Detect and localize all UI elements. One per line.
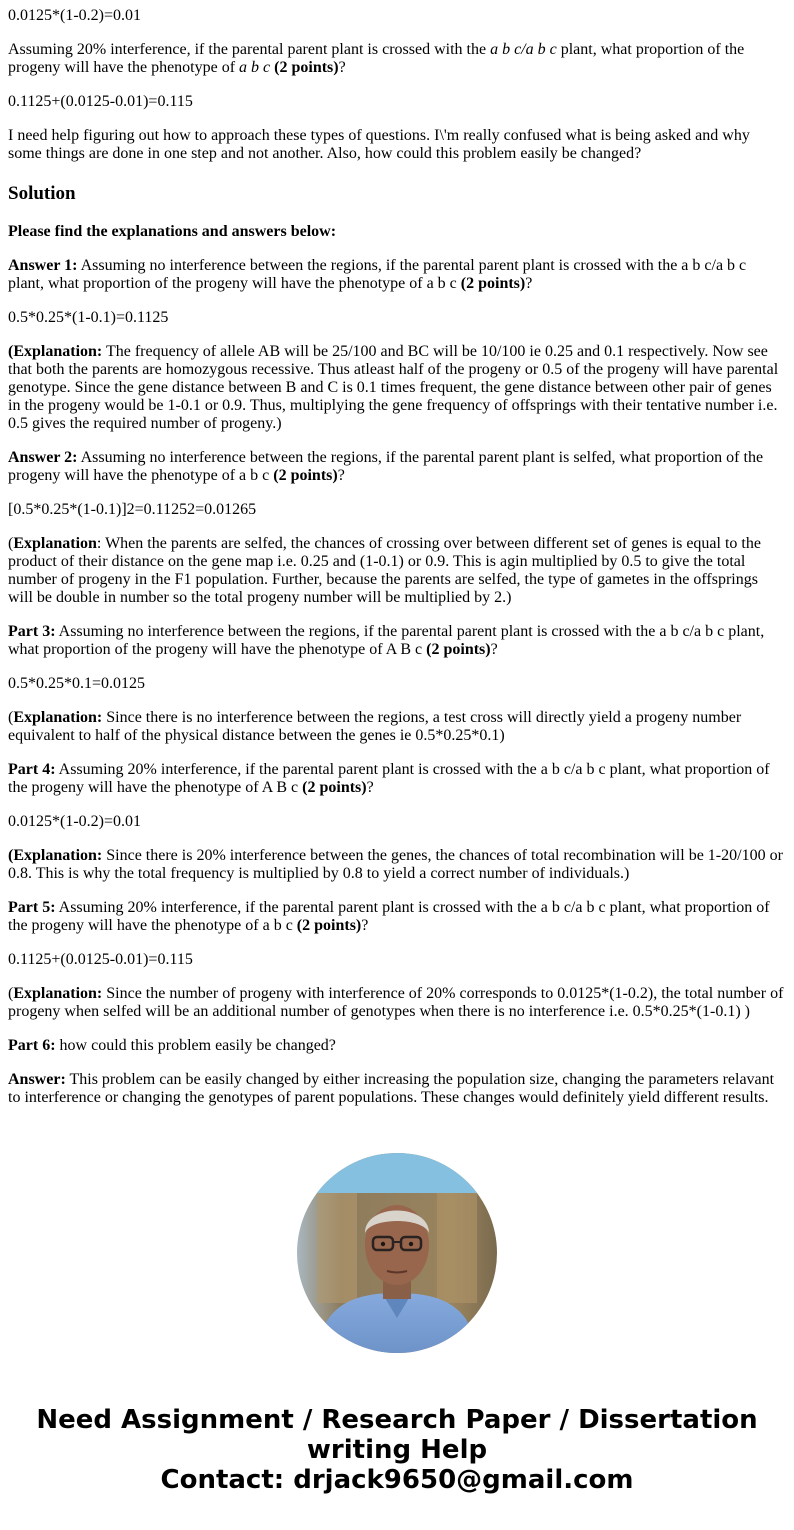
points-label: (2 points) bbox=[302, 779, 367, 796]
part-text: Assuming no interference between the regions, if the parental parent plant is crossed with the a b c/a b c plant, what proportion of the progeny will have the phenotype of A B c bbox=[8, 623, 765, 658]
question-mark: ? bbox=[490, 641, 498, 658]
question-mark: ? bbox=[525, 275, 533, 292]
answer1-explanation bbox=[8, 343, 786, 433]
part-label: Part 6: bbox=[8, 1037, 56, 1054]
answer-text: This problem can be easily changed by either increasing the population size, changing the parameters relavant to interference or changing the genotypes of parent populations. These changes would definitely yield different results. bbox=[8, 1071, 775, 1106]
answer-text: Assuming no interference between the regions, if the parental parent plant is selfed, what proportion of the progeny will have the phenotype of a b c bbox=[8, 449, 764, 484]
footer-line-3: Contact: drjack9650@gmail.com bbox=[160, 1465, 634, 1495]
part5-question bbox=[8, 899, 786, 935]
part-text: Assuming 20% interference, if the parental parent plant is crossed with the a b c/a b c plant, what proportion of the progeny will have the phenotype of a b c bbox=[8, 899, 770, 934]
explanation-label: Explanation: bbox=[13, 985, 103, 1002]
points-label: (2 points) bbox=[426, 641, 491, 658]
phenotype-text: a b c bbox=[239, 59, 271, 76]
part5-explanation bbox=[8, 985, 786, 1021]
solution-heading: Solution bbox=[8, 183, 76, 204]
part5-calc: 0.1125+(0.0125-0.01)=0.115 bbox=[8, 951, 193, 968]
explanation-label: (Explanation: bbox=[8, 847, 103, 864]
part3-calc: 0.5*0.25*0.1=0.0125 bbox=[8, 675, 146, 692]
explanation-label: Explanation bbox=[13, 535, 97, 552]
answer1-calc: 0.5*0.25*(1-0.1)=0.1125 bbox=[8, 309, 169, 326]
part-text: how could this problem easily be changed? bbox=[55, 1037, 336, 1054]
help-request-text: I need help figuring out how to approach these types of questions. I\'m really confused what is being asked and why some things are done in one step and not another. Also, how could this problem easily be changed? bbox=[8, 127, 750, 162]
calc-part4-question: 0.0125*(1-0.2)=0.01 bbox=[8, 7, 142, 24]
question-mark: ? bbox=[338, 59, 346, 76]
explanation-label: Explanation: bbox=[13, 709, 103, 726]
question-mark: ? bbox=[337, 467, 345, 484]
explanation-text: The frequency of allele AB will be 25/100 and BC will be 10/100 ie 0.25 and 0.1 respectively. Now see that both the parents are homozygous recessive. Thus atleast half of the progeny or 0.5 of the progeny will have parental genotype. Since the gene distance between B and C is 0.1 times frequent, the gene distance between other pair of genes in the progeny would be 1-0.1 or 0.9. Thus, multiplying the gene frequency of offsprings with their tentative number i.e. 0.5 gives the required number of progeny.) bbox=[8, 343, 779, 432]
answer-text: Assuming no interference between the regions, if the parental parent plant is crossed with the a b c/a b c plant, what proportion of the progeny will have the phenotype of a b c bbox=[8, 257, 747, 292]
answer2-question bbox=[8, 449, 786, 485]
question-text: Assuming 20% interference, if the parental parent plant is crossed with the bbox=[8, 41, 491, 58]
part-label: Part 4: bbox=[8, 761, 56, 778]
genotype-text: a b c/a b c bbox=[490, 41, 557, 58]
calc-part5-question: 0.1125+(0.0125-0.01)=0.115 bbox=[8, 93, 193, 110]
part4-question bbox=[8, 761, 786, 797]
answer2-calc: [0.5*0.25*(1-0.1)]2=0.11252=0.01265 bbox=[8, 501, 257, 518]
part-label: Part 5: bbox=[8, 899, 56, 916]
paren-open: ( bbox=[8, 709, 14, 726]
question-part5 bbox=[8, 41, 786, 77]
part-text: Assuming 20% interference, if the parental parent plant is crossed with the a b c/a b c plant, what proportion of the progeny will have the phenotype of A B c bbox=[8, 761, 770, 796]
part3-question bbox=[8, 623, 786, 659]
points-label: (2 points) bbox=[296, 917, 362, 934]
avatar bbox=[297, 1153, 497, 1353]
part4-calc: 0.0125*(1-0.2)=0.01 bbox=[8, 813, 142, 830]
explanation-text: Since there is no interference between the regions, a test cross will directly yield a progeny number equivalent to half of the physical distance between the genes ie 0.5*0.25*0.1) bbox=[8, 709, 742, 744]
answer1-question bbox=[8, 257, 786, 293]
explanation-text: Since there is 20% interference between the genes, the chances of total recombination will be 1-20/100 or 0.8. This is why the total frequency is multiplied by 0.8 to yield a correct number of individuals.) bbox=[8, 847, 783, 882]
footer-contact bbox=[0, 1405, 794, 1495]
answer-label: Answer 1: bbox=[8, 257, 78, 274]
document-body bbox=[0, 7, 794, 1107]
final-answer bbox=[8, 1071, 786, 1107]
part4-explanation bbox=[8, 847, 786, 883]
part-label: Part 3: bbox=[8, 623, 56, 640]
points-label: (2 points) bbox=[274, 59, 339, 76]
explanation-label: (Explanation: bbox=[8, 343, 103, 360]
paren-open: ( bbox=[8, 985, 14, 1002]
footer-line-2: writing Help bbox=[306, 1435, 488, 1465]
answer-label: Answer: bbox=[8, 1071, 66, 1088]
part3-explanation bbox=[8, 709, 786, 745]
points-label: (2 points) bbox=[460, 275, 526, 292]
paren-open: ( bbox=[8, 535, 14, 552]
question-mark: ? bbox=[361, 917, 369, 934]
answer-label: Answer 2: bbox=[8, 449, 78, 466]
explanation-text: : When the parents are selfed, the chances of crossing over between different set of genes is equal to the product of their distance on the gene map i.e. 0.25 and (1-0.1) or 0.9. This is agin multiplied by 0.5 to give the total number of progeny in the F1 population. Further, because the parents are selfed, the type of gametes in the offsprings will be double in number so the total progeny number will be multiplied by 2.) bbox=[8, 535, 761, 606]
points-label: (2 points) bbox=[273, 467, 338, 484]
explanation-text: Since the number of progeny with interference of 20% corresponds to 0.0125*(1-0.2), the total number of progeny when selfed will be an additional number of genotypes when there is no interference i.e. 0.5*0.25*(1-0.1) ) bbox=[8, 985, 784, 1020]
answer2-explanation bbox=[8, 535, 786, 607]
solution-lead: Please find the explanations and answers below: bbox=[8, 223, 337, 240]
avatar-portrait-icon bbox=[297, 1153, 497, 1353]
part6-question bbox=[8, 1037, 786, 1055]
footer-line-1: Need Assignment / Research Paper / Dissertation bbox=[36, 1405, 758, 1435]
question-mark: ? bbox=[366, 779, 374, 796]
question-text: plant, what proportion of the progeny will have the phenotype of bbox=[8, 41, 745, 76]
